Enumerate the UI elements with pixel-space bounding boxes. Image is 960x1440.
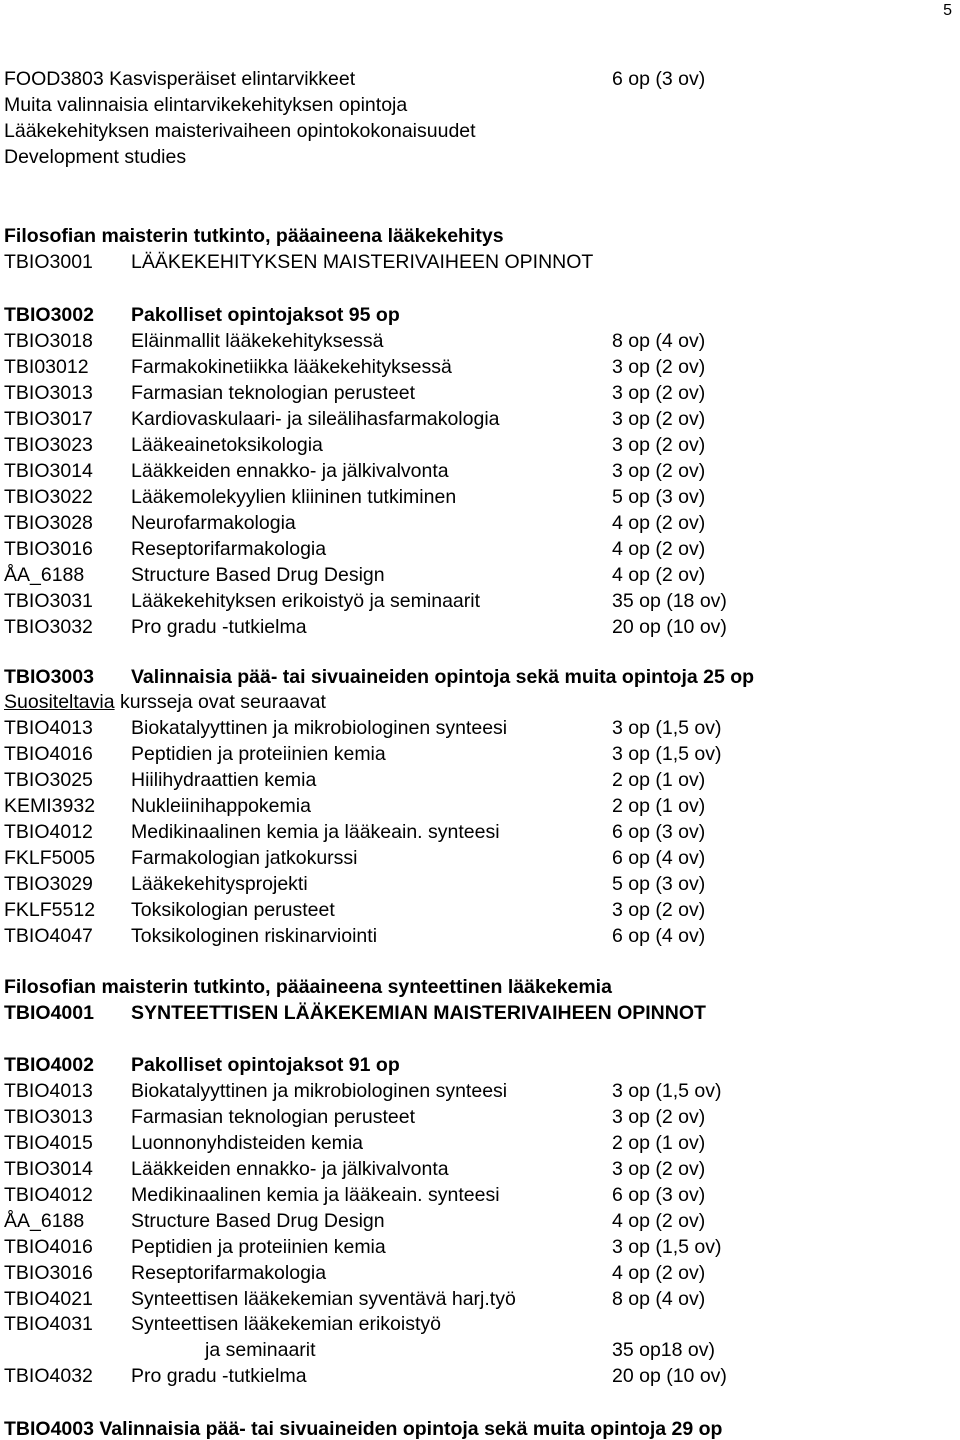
course-title: Eläinmallit lääkekehityksessä bbox=[131, 330, 384, 352]
course-title: Farmakologian jatkokurssi bbox=[131, 847, 358, 869]
course-title: Structure Based Drug Design bbox=[131, 564, 385, 586]
course-title: Neurofarmakologia bbox=[131, 512, 296, 534]
section1-optional-code: TBIO3003 bbox=[4, 666, 94, 688]
course-title: Synteettisen lääkekemian syventävä harj.työ bbox=[131, 1288, 516, 1310]
intro-food-line bbox=[4, 68, 355, 90]
course-code: TBIO4016 bbox=[4, 743, 93, 765]
course-title: Kardiovaskulaari- ja sileälihasfarmakologia bbox=[131, 408, 500, 430]
course-credits: 3 op (2 ov) bbox=[612, 460, 706, 482]
course-code: TBIO3022 bbox=[4, 486, 93, 508]
course-code: TBIO3031 bbox=[4, 590, 93, 612]
section2-gradu-title: Pro gradu -tutkielma bbox=[131, 1365, 307, 1387]
intro-line: Muita valinnaisia elintarvikekehityksen opintoja bbox=[4, 94, 408, 116]
course-code: TBIO4015 bbox=[4, 1132, 93, 1154]
course-code: TBIO3014 bbox=[4, 460, 93, 482]
course-code: TBIO3028 bbox=[4, 512, 93, 534]
section1-main-title: LÄÄKEKEHITYKSEN MAISTERIVAIHEEN OPINNOT bbox=[131, 251, 594, 273]
course-code: TBIO4016 bbox=[4, 1236, 93, 1258]
course-title: Medikinaalinen kemia ja lääkeain. synteesi bbox=[131, 821, 500, 843]
section1-mandatory-title: Pakolliset opintojaksot 95 op bbox=[131, 304, 400, 326]
course-title: Toksikologinen riskinarviointi bbox=[131, 925, 378, 947]
course-credits: 35 op (18 ov) bbox=[612, 590, 727, 612]
course-credits: 5 op (3 ov) bbox=[612, 873, 706, 895]
course-credits: 3 op (1,5 ov) bbox=[612, 1236, 722, 1258]
section2-erikoistyo-code: TBIO4031 bbox=[4, 1313, 93, 1335]
section2-optional: TBIO4003 Valinnaisia pää- tai sivuaineiden opintoja sekä muita opintoja 29 op bbox=[4, 1418, 723, 1440]
course-title: Kasvisperäiset elintarvikkeet bbox=[109, 68, 356, 90]
section2-erikoistyo-title2: ja seminaarit bbox=[205, 1339, 316, 1361]
course-code: TBIO4021 bbox=[4, 1288, 93, 1310]
course-code: TBIO3025 bbox=[4, 769, 93, 791]
course-code: TBIO3018 bbox=[4, 330, 93, 352]
course-code: TBIO4047 bbox=[4, 925, 93, 947]
course-code: ÅA_6188 bbox=[4, 564, 85, 586]
course-credits: 3 op (2 ov) bbox=[612, 434, 706, 456]
course-title: Peptidien ja proteiinien kemia bbox=[131, 1236, 386, 1258]
course-code: ÅA_6188 bbox=[4, 1210, 85, 1232]
course-credits: 8 op (4 ov) bbox=[612, 1288, 706, 1310]
course-credits: 4 op (2 ov) bbox=[612, 1262, 706, 1284]
section2-main-title: SYNTEETTISEN LÄÄKEKEMIAN MAISTERIVAIHEEN OPINNOT bbox=[131, 1002, 706, 1024]
section2-gradu-code: TBIO4032 bbox=[4, 1365, 93, 1387]
course-title: Biokatalyyttinen ja mikrobiologinen synteesi bbox=[131, 1080, 508, 1102]
course-credits: 4 op (2 ov) bbox=[612, 564, 706, 586]
course-title: Reseptorifarmakologia bbox=[131, 1262, 327, 1284]
course-title: Farmasian teknologian perusteet bbox=[131, 382, 415, 404]
course-title: Lääkemolekyylien kliininen tutkiminen bbox=[131, 486, 457, 508]
course-code: TBIO3013 bbox=[4, 1106, 93, 1128]
course-credits: 6 op (4 ov) bbox=[612, 925, 706, 947]
intro-line: Lääkekehityksen maisterivaiheen opintokokonaisuudet bbox=[4, 120, 476, 142]
course-title: Reseptorifarmakologia bbox=[131, 538, 327, 560]
course-title: Nukleiinihappokemia bbox=[131, 795, 311, 817]
section2-erikoistyo-credits: 35 op18 ov) bbox=[612, 1339, 715, 1361]
course-credits: 3 op (2 ov) bbox=[612, 356, 706, 378]
course-title: Pro gradu -tutkielma bbox=[131, 616, 307, 638]
course-credits: 6 op (3 ov) bbox=[612, 68, 706, 90]
course-code: TBIO3013 bbox=[4, 382, 93, 404]
course-code: KEMI3932 bbox=[4, 795, 96, 817]
course-code: TBIO3016 bbox=[4, 1262, 93, 1284]
section2-main-code: TBIO4001 bbox=[4, 1002, 94, 1024]
course-credits: 3 op (1,5 ov) bbox=[612, 1080, 722, 1102]
course-code: FKLF5512 bbox=[4, 899, 96, 921]
section2-heading: Filosofian maisterin tutkinto, pääaineena synteettinen lääkekemia bbox=[4, 976, 612, 998]
course-code: TBIO3023 bbox=[4, 434, 93, 456]
section2-mandatory-code: TBIO4002 bbox=[4, 1054, 94, 1076]
course-credits: 5 op (3 ov) bbox=[612, 486, 706, 508]
course-title: Farmakokinetiikka lääkekehityksessä bbox=[131, 356, 452, 378]
course-code: TBIO3029 bbox=[4, 873, 93, 895]
course-title: Lääkkeiden ennakko- ja jälkivalvonta bbox=[131, 460, 449, 482]
course-code: TBIO4013 bbox=[4, 717, 93, 739]
intro-line: Development studies bbox=[4, 146, 187, 168]
course-title: Peptidien ja proteiinien kemia bbox=[131, 743, 386, 765]
section1-heading: Filosofian maisterin tutkinto, pääaineena lääkekehitys bbox=[4, 225, 504, 247]
course-credits: 2 op (1 ov) bbox=[612, 795, 706, 817]
course-title: Lääkeainetoksikologia bbox=[131, 434, 323, 456]
course-credits: 3 op (2 ov) bbox=[612, 1106, 706, 1128]
course-title: Hiilihydraattien kemia bbox=[131, 769, 317, 791]
section1-mandatory-code: TBIO3002 bbox=[4, 304, 94, 326]
course-code: TBI03012 bbox=[4, 356, 89, 378]
course-title: Structure Based Drug Design bbox=[131, 1210, 385, 1232]
course-credits: 2 op (1 ov) bbox=[612, 769, 706, 791]
course-credits: 20 op (10 ov) bbox=[612, 616, 727, 638]
recommended-intro bbox=[4, 691, 326, 713]
course-title: Farmasian teknologian perusteet bbox=[131, 1106, 415, 1128]
section2-gradu-credits: 20 op (10 ov) bbox=[612, 1365, 727, 1387]
course-credits: 3 op (2 ov) bbox=[612, 382, 706, 404]
section1-optional-title: Valinnaisia pää- tai sivuaineiden opintoja sekä muita opintoja 25 op bbox=[131, 666, 755, 688]
course-code: TBIO4012 bbox=[4, 821, 93, 843]
course-credits: 4 op (2 ov) bbox=[612, 512, 706, 534]
course-code: TBIO4012 bbox=[4, 1184, 93, 1206]
recommended-rest: kursseja ovat seuraavat bbox=[114, 691, 326, 713]
section2-erikoistyo-title1: Synteettisen lääkekemian erikoistyö bbox=[131, 1313, 441, 1335]
course-code: TBIO3032 bbox=[4, 616, 93, 638]
section1-main-code: TBIO3001 bbox=[4, 251, 93, 273]
course-title: Medikinaalinen kemia ja lääkeain. synteesi bbox=[131, 1184, 500, 1206]
course-code: TBIO3014 bbox=[4, 1158, 93, 1180]
course-credits: 6 op (3 ov) bbox=[612, 821, 706, 843]
course-code: TBIO3017 bbox=[4, 408, 93, 430]
page-number: 5 bbox=[943, 2, 952, 19]
course-credits: 3 op (1,5 ov) bbox=[612, 717, 722, 739]
course-title: Lääkekehityksen erikoistyö ja seminaarit bbox=[131, 590, 481, 612]
course-title: Biokatalyyttinen ja mikrobiologinen synteesi bbox=[131, 717, 508, 739]
course-title: Toksikologian perusteet bbox=[131, 899, 335, 921]
course-credits: 4 op (2 ov) bbox=[612, 538, 706, 560]
course-credits: 4 op (2 ov) bbox=[612, 1210, 706, 1232]
course-code: TBIO3016 bbox=[4, 538, 93, 560]
course-credits: 2 op (1 ov) bbox=[612, 1132, 706, 1154]
course-credits: 6 op (3 ov) bbox=[612, 1184, 706, 1206]
course-code: FKLF5005 bbox=[4, 847, 96, 869]
course-credits: 3 op (2 ov) bbox=[612, 899, 706, 921]
course-code: FOOD3803 bbox=[4, 68, 104, 90]
course-code: TBIO4013 bbox=[4, 1080, 93, 1102]
course-title: Lääkkeiden ennakko- ja jälkivalvonta bbox=[131, 1158, 449, 1180]
section2-mandatory-title: Pakolliset opintojaksot 91 op bbox=[131, 1054, 400, 1076]
course-title: Luonnonyhdisteiden kemia bbox=[131, 1132, 364, 1154]
course-credits: 6 op (4 ov) bbox=[612, 847, 706, 869]
course-title: Lääkekehitysprojekti bbox=[131, 873, 308, 895]
recommended-underlined: Suositeltavia bbox=[4, 691, 115, 713]
course-credits: 3 op (2 ov) bbox=[612, 1158, 706, 1180]
course-credits: 3 op (1,5 ov) bbox=[612, 743, 722, 765]
course-credits: 3 op (2 ov) bbox=[612, 408, 706, 430]
course-credits: 8 op (4 ov) bbox=[612, 330, 706, 352]
